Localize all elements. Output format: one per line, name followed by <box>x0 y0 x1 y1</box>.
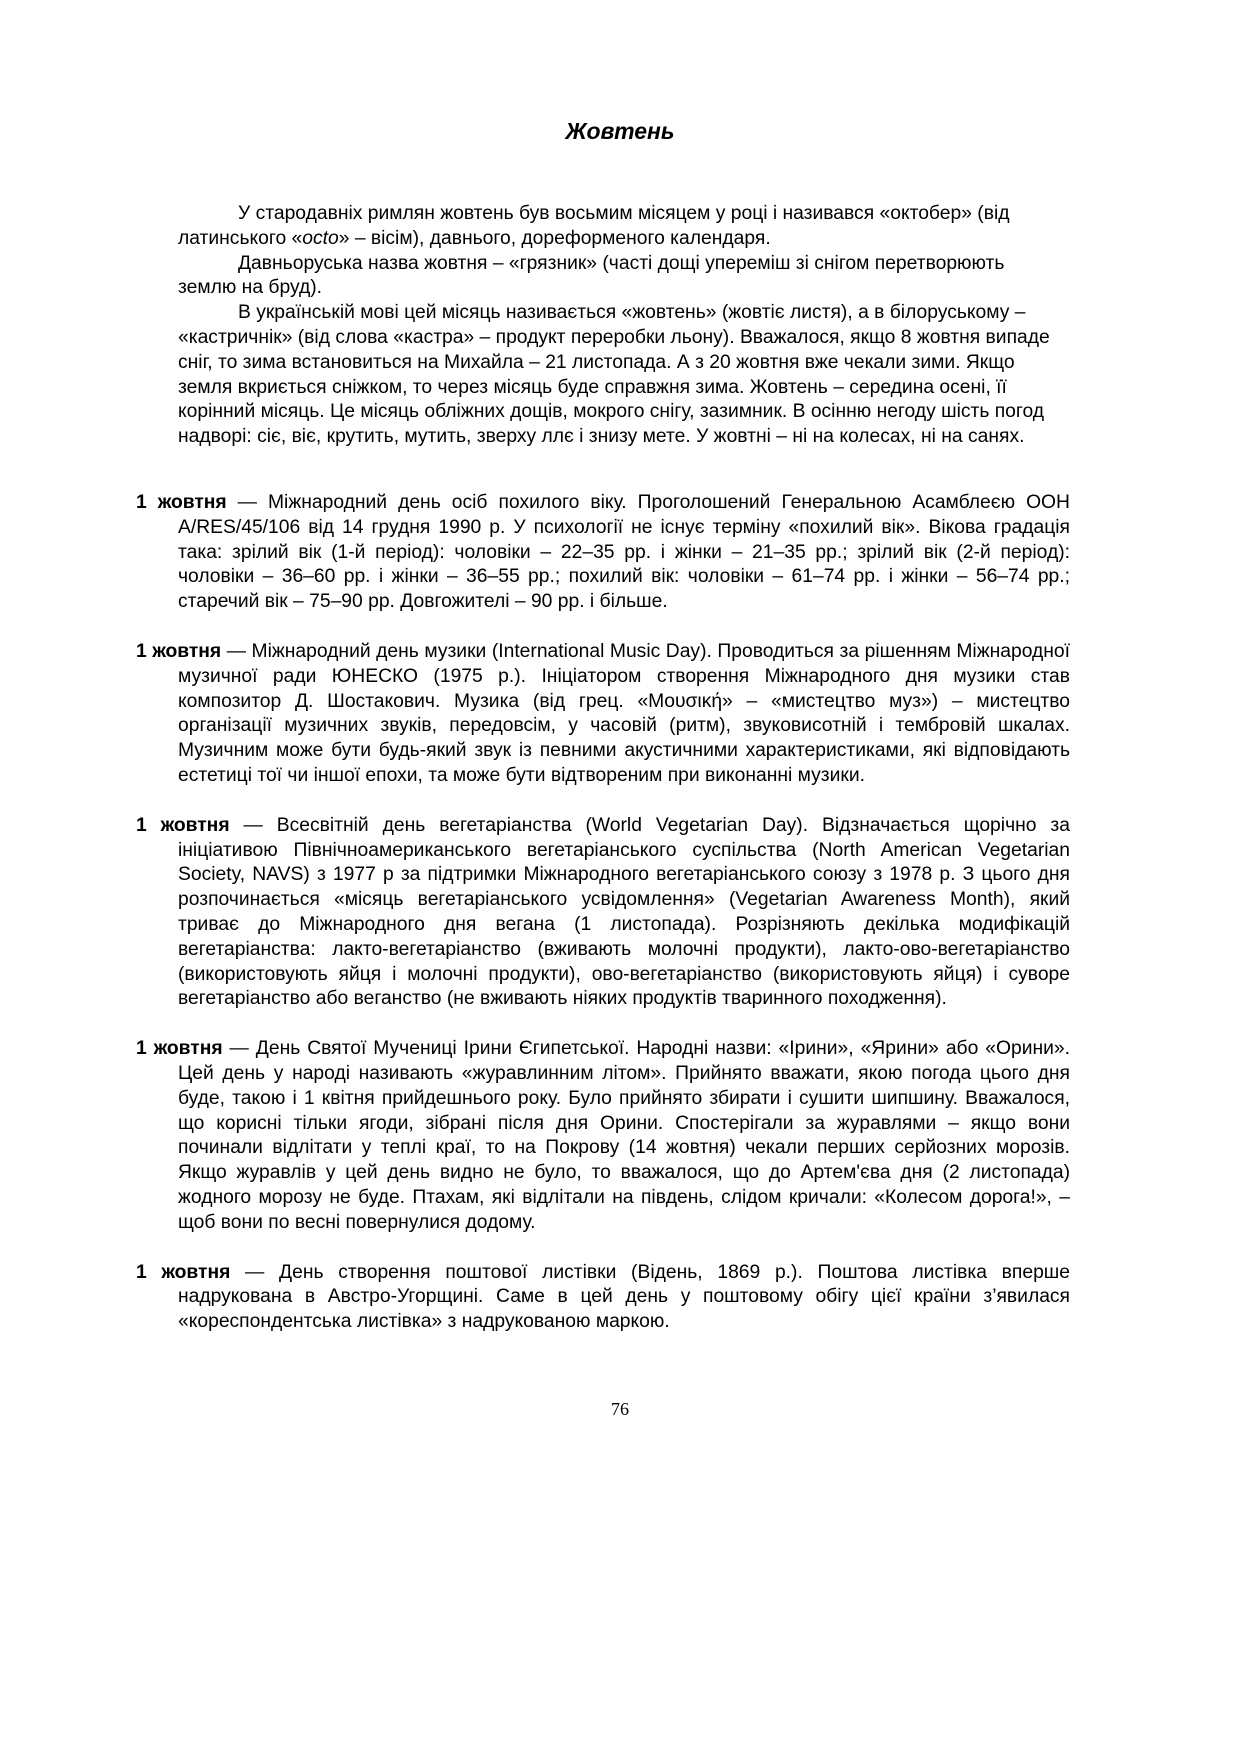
page-title: Жовтень <box>565 118 675 144</box>
latin-word: octo <box>302 227 339 249</box>
entry-text: — День Святої Мучениці Ірини Єгипетської. Народні назви: «Ірини», «Ярини» або «Орини». Цей день у народі називають «журавлинним літом». Прийнято вважати, якою погода цього дня буде, такою і 1 квітня прийдешнього року. Було прийнято збирати і сушити шипшину. Вважалося, що корисні тільки ягоди, зібрані після дня Орини. Спостерігали за журавлями – якщо вони починали відлітати у теплі краї, то на Покрову (14 жовтня) чекали перших серйозних морозів. Якщо журавлів у цей день видно не було, то вважалося, що до Артем'єва дня (2 листопада) жодного морозу не буде. Птахам, які відлітали на південь, слідом кричали: «Колесом дорога!», – щоб вони по весні повернулися додому. <box>178 1038 1070 1233</box>
entry-date: 1 жовтня <box>136 640 222 662</box>
calendar-entries <box>136 491 1070 1360</box>
calendar-entry <box>136 1037 1070 1235</box>
entry-text: — Міжнародний день осіб похилого віку. Проголошений Генеральною Асамблеєю ООН A/RES/45/106 від 14 грудня 1990 р. У психології не існує терміну «похилий вік». Вікова градація така: зрілий вік (1-й період): чоловіки – 22–35 рр. і жінки – 21–35 рр.; зрілий вік (2-й період): чоловіки – 36–60 рр. і жінки – 36–55 рр.; похилий вік: чоловіки – 61–74 рр. і жінки – 56–74 рр.; старечий вік – 75–90 рр. Довгожителі – 90 рр. і більше. <box>178 492 1070 613</box>
intro-paragraph: Давньоруська назва жовтня – «грязник» (часті дощі упереміш зі снігом перетворюють землю на бруд). <box>178 252 1005 299</box>
entry-date: 1 жовтня <box>136 492 227 513</box>
entry-text: — Міжнародний день музики (International Music Day). Проводиться за рішенням Міжнародної музичної ради ЮНЕСКО (1975 р.). Ініціатором створення Міжнародного дня музики став композитор Д. Шостакович. Музика (від грец. «Μουσική» – «мистецтво муз») – мистецтво організації музичних звуків, передовсім, у часовій (ритм), звуковисотній і тембровій шкалах. Музичним може бути будь-який звук із певними акустичними характеристиками, які відповідають естетиці тої чи іншої епохи, та може бути відтвореним при виконанні музики. <box>178 640 1070 786</box>
intro-section <box>178 202 1068 450</box>
calendar-entry <box>136 491 1070 615</box>
page-number: 76 <box>611 1399 629 1419</box>
calendar-entry <box>136 640 1070 789</box>
entry-date: 1 жовтня <box>136 1261 231 1283</box>
entry-date: 1 жовтня <box>136 1038 223 1060</box>
entry-text: — День створення поштової листівки (Відень, 1869 р.). Поштова листівка вперше надрукована в Австро-Угорщині. Саме в цей день у поштовому обігу цієї країни з’явилася «кореспондентська листівка» з надрукованою маркою. <box>178 1261 1070 1333</box>
intro-paragraph: В українській мові цей місяць називається «жовтень» (жовтіє листя), а в білоруському – «кастричнік» (від слова «кастра» – продукт переробки льону). Вважалося, якщо 8 жовтня випаде сніг, то зима встановиться на Михайла – 21 листопада. А з 20 жовтня вже чекали зими. Якщо земля вкриється сніжком, то через місяць буде справжня зима. Жовтень – середина осені, її корінний місяць. Це місяць обліжних дощів, мокрого снігу, зазимник. В осінню негоду шість погод надворі: сіє, віє, крутить, мутить, зверху ллє і знизу мете. У жовтні – ні на колесах, ні на санях. <box>178 302 1050 448</box>
entry-date: 1 жовтня <box>136 814 230 836</box>
calendar-entry <box>136 814 1070 1012</box>
intro-paragraph: У стародавніх римлян жовтень був восьмим місяцем у році і називався «октобер» (від латинського «octo» – вісім), давнього, дореформеного календаря. <box>178 203 1010 249</box>
calendar-entry <box>136 1261 1070 1335</box>
entry-text: — Всесвітній день вегетаріанства (World Vegetarian Day). Відзначається щорічно за ініціативою Північноамериканського вегетаріанського суспільства (North American Vegetarian Society, NAVS) з 1977 р за підтримки Міжнародного вегетаріанського союзу з 1978 р. З цього дня розпочинається «місяць вегетаріанського усвідомлення» (Vegetarian Awareness Month), який триває до Міжнародного дня вегана (1 листопада). Розрізняють декілька модифікацій вегетаріанства: лакто-вегетаріанство (вживають молочні продукти), лакто-ово-вегетаріанство (використовують яйця і молочні продукти), ово-вегетаріанство (використовують яйця) і суворе вегетаріанство або веганство (не вживають ніяких продуктів тваринного походження). <box>178 814 1070 1010</box>
